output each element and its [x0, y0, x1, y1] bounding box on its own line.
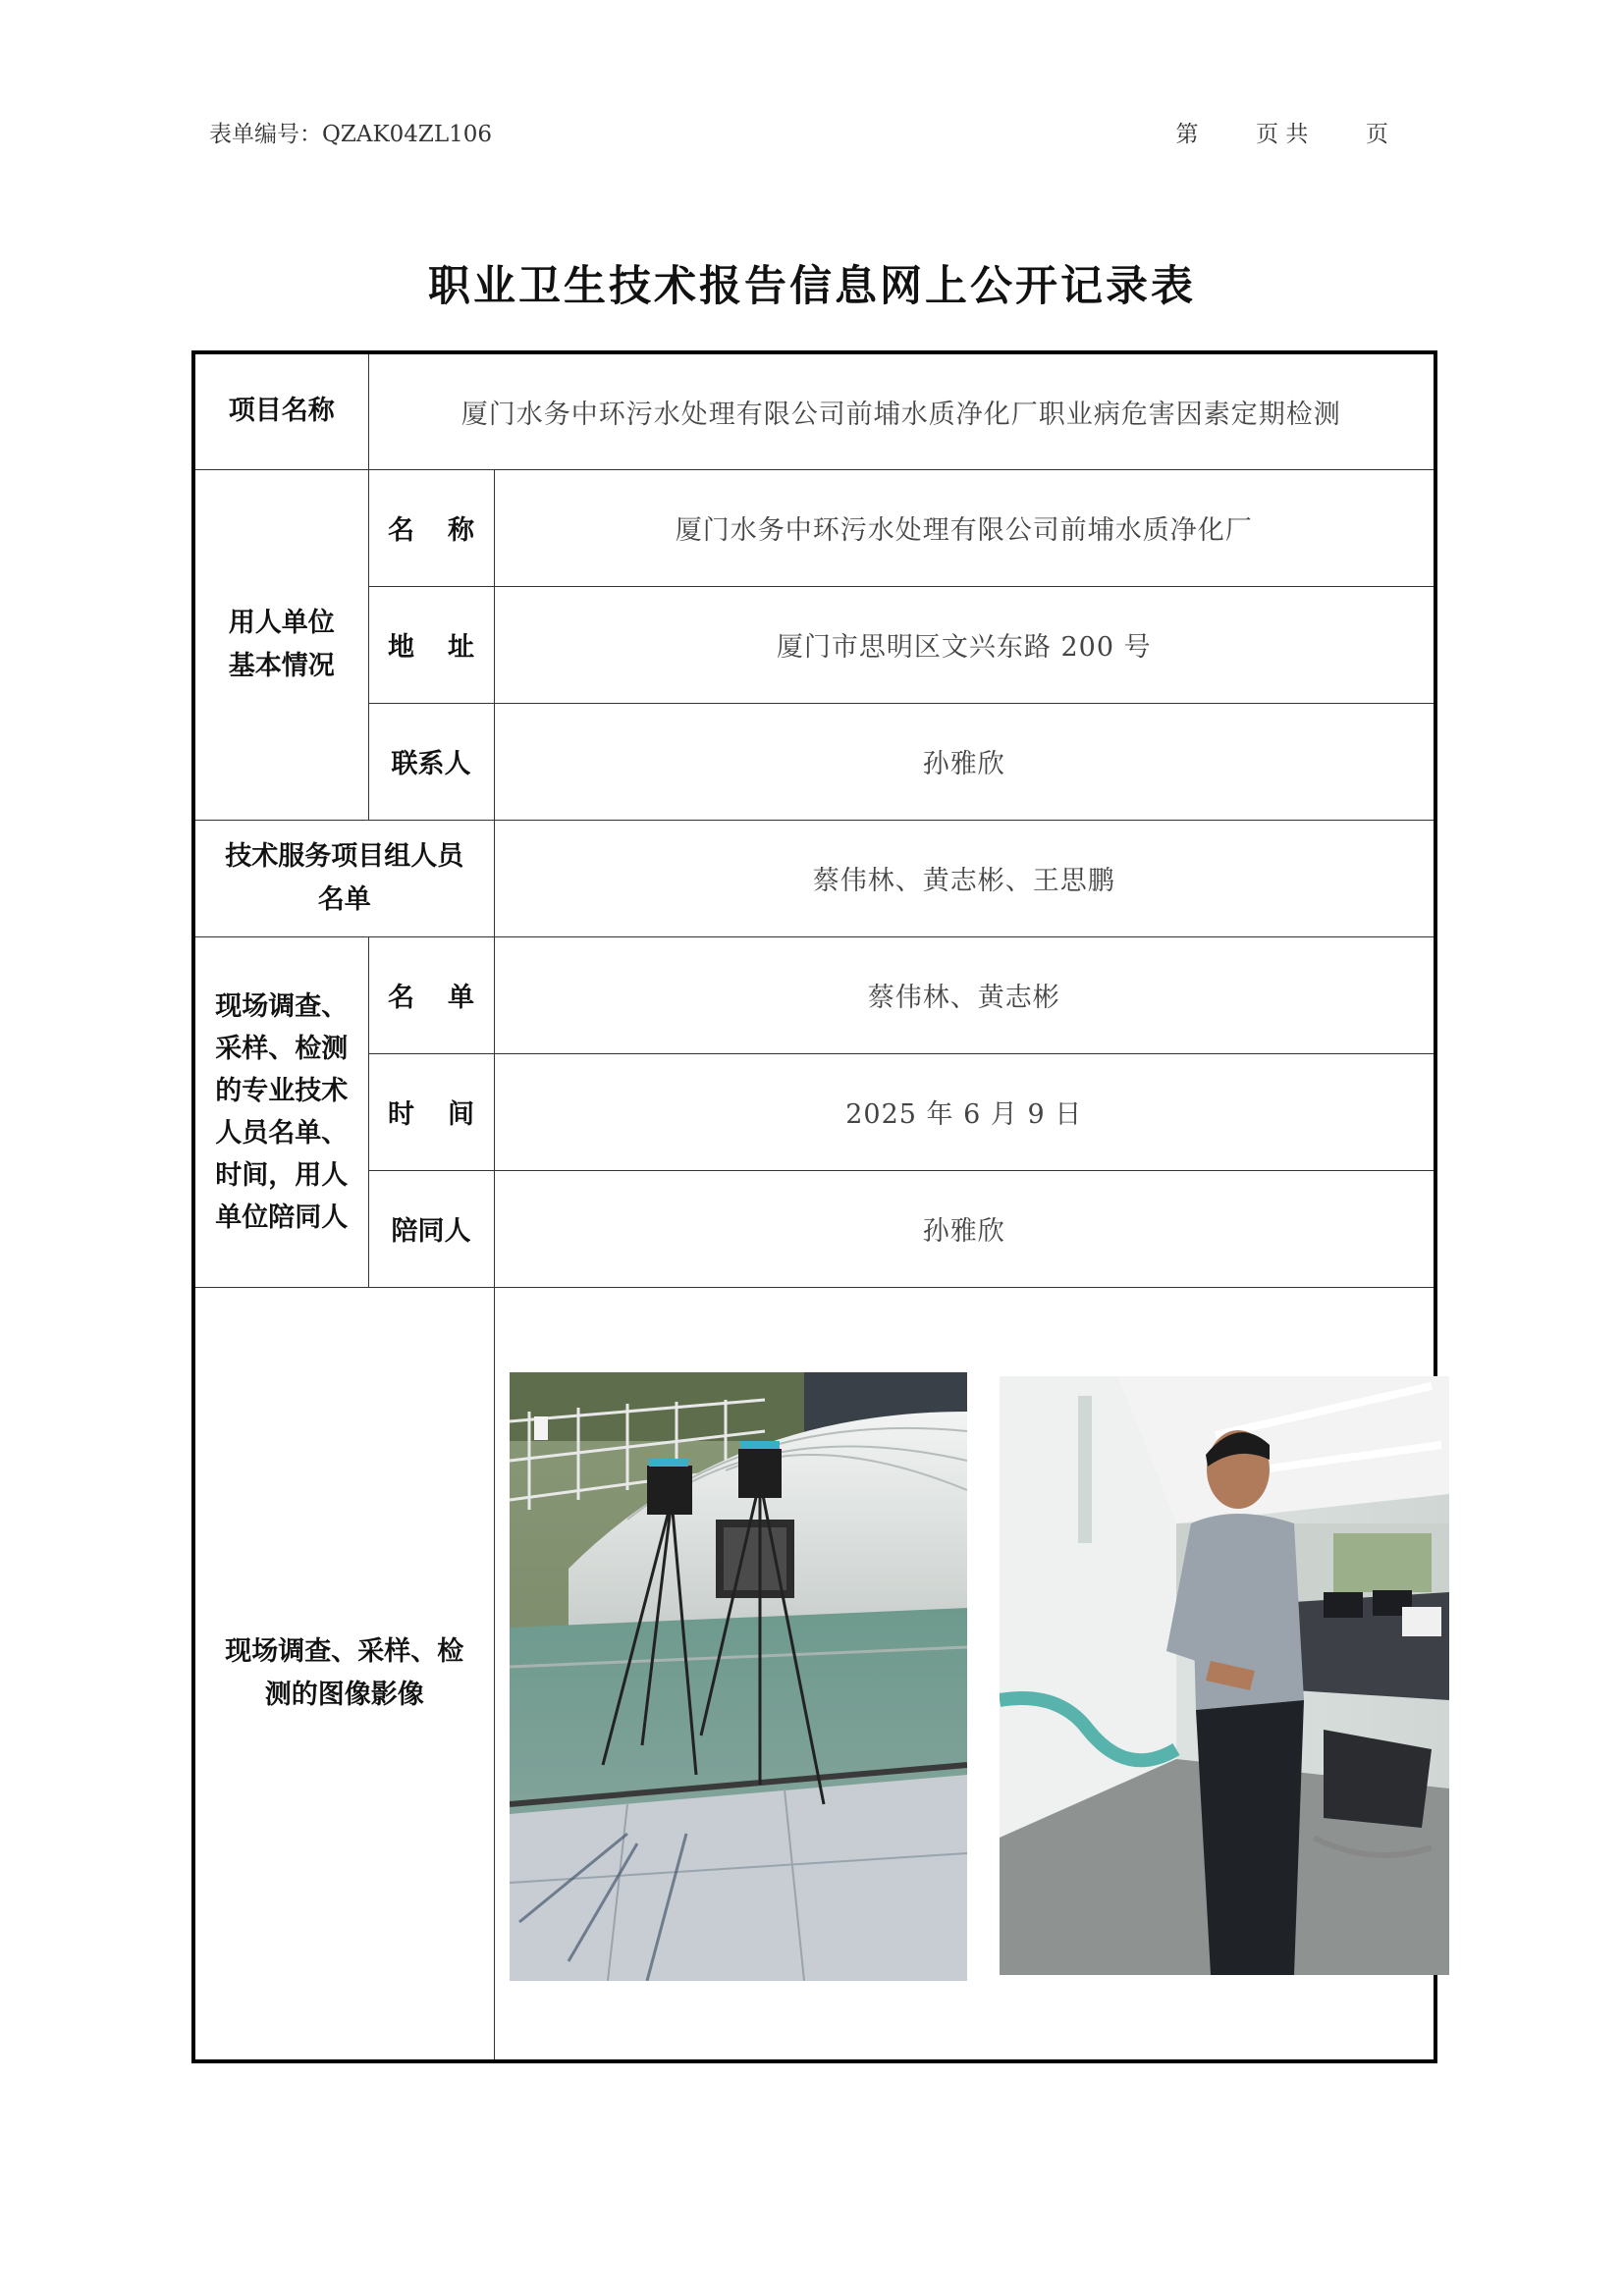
- employer-contact-value: 孙雅欣: [494, 703, 1435, 820]
- images-label-line2: 测的图像影像: [264, 1679, 424, 1710]
- images-label-line1: 现场调查、采样、检: [225, 1635, 464, 1667]
- team-value: 蔡伟林、黄志彬、王思鹏: [494, 820, 1435, 936]
- team-label-line2: 名单: [317, 883, 371, 915]
- employer-name-label-b: 称: [448, 515, 474, 546]
- project-name-value: 厦门水务中环污水处理有限公司前埔水质净化厂职业病危害因素定期检测: [368, 352, 1435, 469]
- field-label-line: 人员名单、: [215, 1117, 349, 1148]
- photo-control-room-image: [1000, 1376, 1449, 1975]
- photo-rooftop-image: [510, 1372, 967, 1981]
- page-di: 第: [1175, 122, 1199, 147]
- field-time-value: 2025 年 6 月 9 日: [494, 1053, 1435, 1170]
- field-time-label-a: 时: [388, 1099, 414, 1130]
- row-field-escort: [193, 1170, 1435, 1287]
- field-label-line: 时间，用人: [215, 1159, 349, 1191]
- field-list-label: [368, 936, 494, 1053]
- employer-label-line2: 基本情况: [228, 650, 335, 681]
- record-table: [191, 350, 1437, 2063]
- employer-name-label: [368, 469, 494, 586]
- row-employer-contact: [193, 703, 1435, 820]
- row-project: [193, 352, 1435, 469]
- page-ye: 页: [1366, 122, 1388, 147]
- employer-address-label-a: 地: [388, 632, 414, 663]
- field-escort-value: 孙雅欣: [494, 1170, 1435, 1287]
- field-list-value: 蔡伟林、黄志彬: [494, 936, 1435, 1053]
- team-label: [193, 820, 494, 936]
- employer-contact-label: 联系人: [368, 703, 494, 820]
- form-number: [209, 116, 492, 148]
- row-images: [193, 1287, 1435, 2061]
- row-field-list: [193, 936, 1435, 1053]
- photo-control-room: [1000, 1376, 1449, 1975]
- employer-name-value: 厦门水务中环污水处理有限公司前埔水质净化厂: [494, 469, 1435, 586]
- field-label-line: 的专业技术: [215, 1075, 349, 1106]
- form-number-label: 表单编号：: [209, 122, 322, 147]
- page-indicator: [1175, 116, 1388, 148]
- employer-address-label-b: 址: [448, 632, 474, 663]
- form-number-value: QZAK04ZL106: [322, 122, 493, 147]
- row-employer-name: [193, 469, 1435, 586]
- images-container: [495, 1288, 1435, 2056]
- field-time-label: [368, 1053, 494, 1170]
- field-list-label-b: 单: [448, 983, 474, 1013]
- images-label: [193, 1287, 494, 2061]
- page-ye-gong: 页 共: [1256, 122, 1309, 147]
- employer-name-label-a: 名: [388, 515, 414, 546]
- field-escort-label: 陪同人: [368, 1170, 494, 1287]
- field-time-label-b: 间: [448, 1099, 474, 1130]
- project-name-label: 项目名称: [193, 352, 368, 469]
- page-title: 职业卫生技术报告信息网上公开记录表: [428, 262, 1196, 311]
- row-employer-address: [193, 586, 1435, 703]
- field-staff-label: [193, 936, 368, 1287]
- images-cell: [494, 1287, 1435, 2061]
- photo-rooftop-sampling: [510, 1372, 967, 1981]
- employer-address-label: [368, 586, 494, 703]
- team-label-line1: 技术服务项目组人员: [225, 840, 464, 872]
- employer-label-line1: 用人单位: [228, 607, 335, 638]
- row-team: [193, 820, 1435, 936]
- employer-address-value: 厦门市思明区文兴东路 200 号: [494, 586, 1435, 703]
- field-list-label-a: 名: [388, 983, 414, 1013]
- employer-info-label: [193, 469, 368, 820]
- field-label-line: 单位陪同人: [215, 1201, 349, 1233]
- field-label-line: 采样、检测: [215, 1033, 349, 1064]
- field-label-line: 现场调查、: [215, 990, 349, 1022]
- row-field-time: [193, 1053, 1435, 1170]
